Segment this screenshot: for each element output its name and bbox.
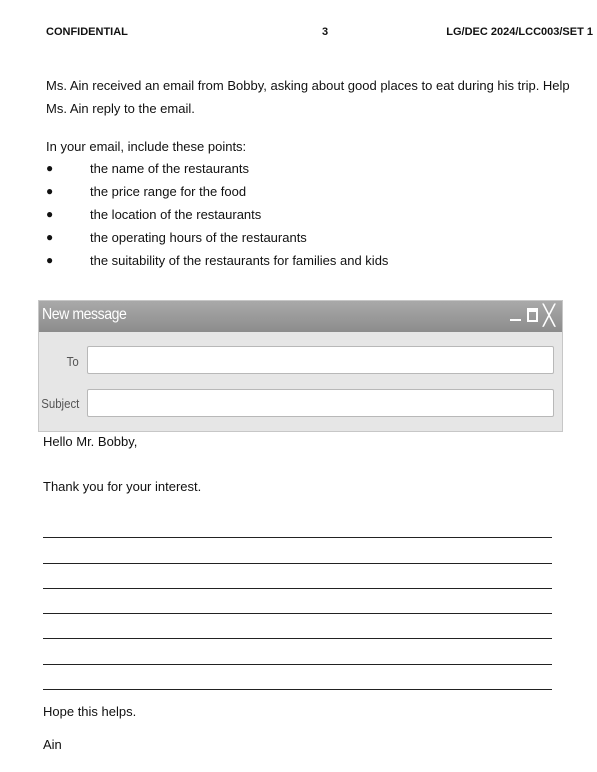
answer-line — [43, 538, 552, 563]
subject-label: Subject — [40, 396, 79, 411]
new-message-window — [38, 300, 563, 432]
email-signature: Ain — [43, 737, 62, 752]
email-closing: Hope this helps. — [43, 704, 137, 719]
email-greeting: Hello Mr. Bobby, — [43, 434, 138, 449]
window-titlebar[interactable] — [39, 301, 562, 332]
answer-line — [43, 513, 552, 538]
close-icon[interactable]: ╳ — [543, 303, 556, 327]
answer-line — [43, 589, 552, 614]
answer-line — [43, 639, 552, 664]
paper-code: LG/DEC 2024/LCC003/SET 1 — [446, 26, 593, 38]
bullet-icon: ● — [46, 207, 54, 221]
answer-line — [43, 564, 552, 589]
bullet-icon: ● — [46, 253, 54, 267]
page-number: 3 — [322, 26, 329, 38]
answer-lines — [43, 513, 552, 690]
bullet-icon: ● — [46, 161, 54, 175]
answer-line — [43, 614, 552, 639]
bullet-icon: ● — [46, 184, 54, 198]
task-paragraph: Ms. Ain received an email from Bobby, asking about good places to eat during his trip. Help Ms. Ain reply to the email. — [46, 78, 570, 116]
window-title: New message — [42, 306, 127, 323]
email-opening: Thank you for your interest. — [43, 479, 202, 494]
subject-field[interactable] — [87, 389, 554, 417]
to-field[interactable] — [87, 346, 554, 374]
to-label: To — [66, 354, 79, 369]
header-confidential: CONFIDENTIAL — [46, 26, 128, 38]
bullet-icon: ● — [46, 230, 54, 244]
maximize-icon[interactable] — [527, 308, 538, 322]
answer-line — [43, 665, 552, 690]
points-intro: In your email, include these points: — [46, 139, 247, 154]
minimize-icon[interactable] — [510, 313, 521, 321]
